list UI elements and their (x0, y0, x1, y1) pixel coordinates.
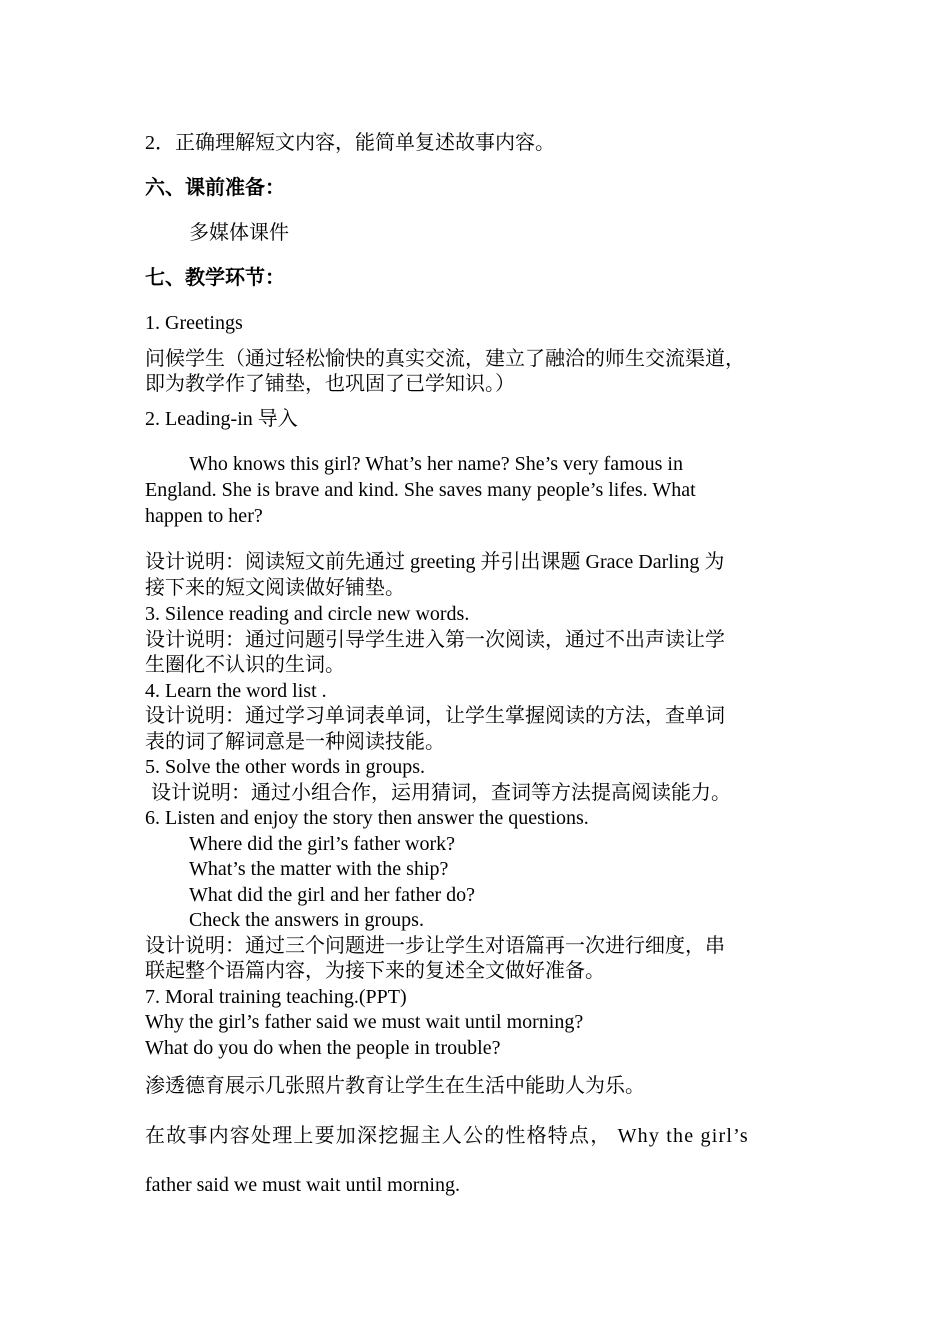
step-7-title: 7. Moral training teaching.(PPT) (145, 986, 407, 1008)
question-2: What’s the matter with the ship? (189, 858, 449, 880)
step-5-title: 5. Solve the other words in groups. (145, 756, 425, 778)
leadin-text-line-3: happen to her? (145, 505, 263, 527)
section-heading-teaching-steps: 七、教学环节： (145, 267, 285, 289)
design-note-2-line-2: 生圈化不认识的生词。 (145, 654, 345, 676)
question-1: Where did the girl’s father work? (189, 833, 456, 855)
leadin-text-line-1: Who knows this girl? What’s her name? She’s very famous in (189, 453, 683, 475)
moral-education-note: 渗透德育展示几张照片教育让学生在生活中能助人为乐。 (145, 1075, 645, 1097)
design-note-5-line-1: 设计说明：通过三个问题进一步让学生对语篇再一次进行细度，串 (145, 935, 725, 957)
design-note-3-line-2: 表的词了解词意是一种阅读技能。 (145, 731, 445, 753)
goal-item-2: 2．正确理解短文内容，能简单复述故事内容。 (145, 132, 555, 154)
check-answers-line: Check the answers in groups. (189, 909, 424, 931)
design-note-5-line-2: 联起整个语篇内容，为接下来的复述全文做好准备。 (145, 960, 605, 982)
question-3: What did the girl and her father do? (189, 884, 475, 906)
preparation-text: 多媒体课件 (189, 222, 289, 244)
step-2-title: 2. Leading-in 导入 (145, 408, 298, 430)
design-note-3-line-1: 设计说明：通过学习单词表单词，让学生掌握阅读的方法，查单词 (145, 705, 725, 727)
design-note-1-line-1: 设计说明：阅读短文前先通过 greeting 并引出课题 Grace Darling 为 (145, 551, 725, 573)
design-note-2-line-1: 设计说明：通过问题引导学生进入第一次阅读，通过不出声读让学 (145, 629, 725, 651)
leadin-text-line-2: England. She is brave and kind. She saves many people’s lifes. What (145, 479, 696, 501)
story-analysis-note-line-2: father said we must wait until morning. (145, 1174, 460, 1196)
step-1-title: 1. Greetings (145, 312, 243, 334)
step-6-title: 6. Listen and enjoy the story then answer the questions. (145, 807, 589, 829)
section-heading-preparation: 六、课前准备： (145, 177, 285, 199)
step-1-description-line-1: 问候学生（通过轻松愉快的真实交流，建立了融洽的师生交流渠道， (145, 348, 745, 370)
step-3-title: 3. Silence reading and circle new words. (145, 603, 470, 625)
moral-question-2: What do you do when the people in trouble? (145, 1037, 501, 1059)
design-note-1-line-2: 接下来的短文阅读做好铺垫。 (145, 577, 405, 599)
step-1-description-line-2: 即为教学作了铺垫，也巩固了已学知识。） (145, 373, 515, 395)
moral-question-1: Why the girl’s father said we must wait until morning? (145, 1011, 584, 1033)
step-4-title: 4. Learn the word list . (145, 680, 327, 702)
design-note-4: 设计说明：通过小组合作，运用猜词，查词等方法提高阅读能力。 (151, 782, 731, 804)
story-analysis-note-line-1: 在故事内容处理上要加深挖掘主人公的性格特点， Why the girl’s (145, 1125, 749, 1147)
